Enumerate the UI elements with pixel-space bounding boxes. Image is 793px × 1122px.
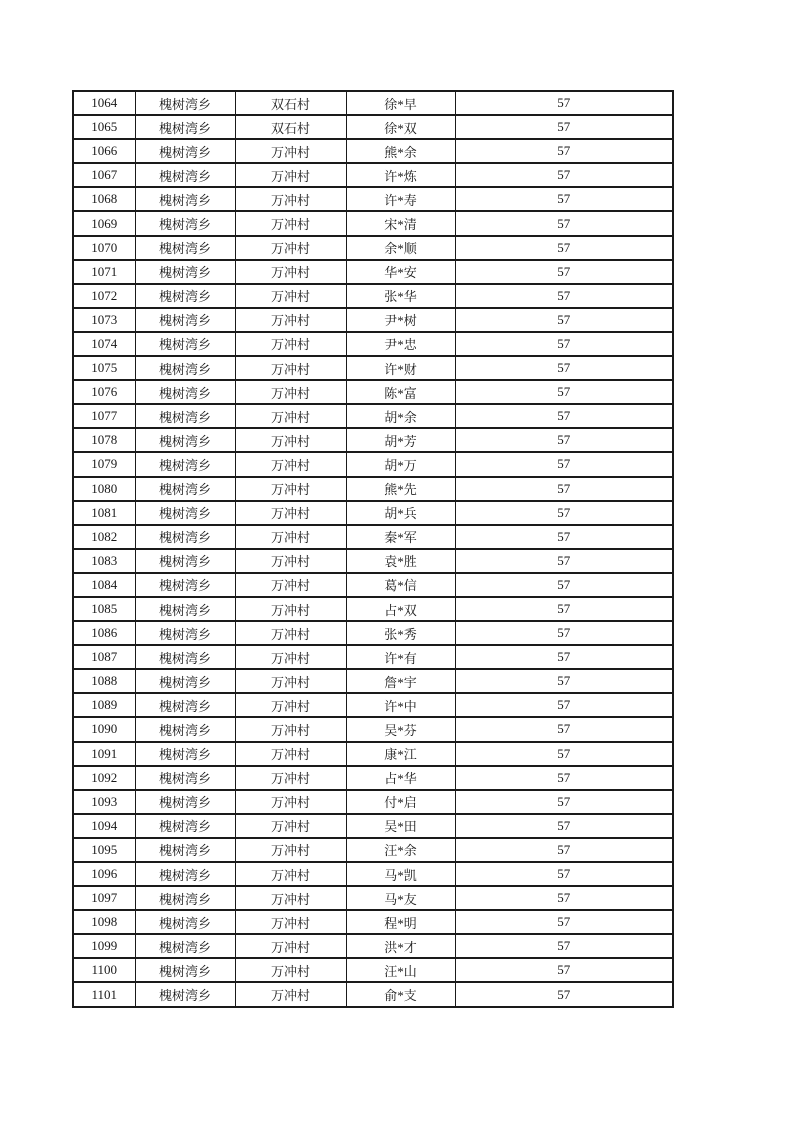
table-cell: 万冲村: [235, 452, 346, 476]
table-cell: 1091: [73, 742, 135, 766]
table-cell: 槐树湾乡: [135, 886, 235, 910]
table-cell: 槐树湾乡: [135, 428, 235, 452]
table-cell: 熊*余: [346, 139, 455, 163]
table-cell: 1089: [73, 693, 135, 717]
table-row: [73, 910, 673, 934]
table-cell: 1083: [73, 549, 135, 573]
table-row: [73, 332, 673, 356]
table-cell: 万冲村: [235, 380, 346, 404]
table-cell: 万冲村: [235, 284, 346, 308]
table-cell: 57: [455, 573, 673, 597]
table-cell: 万冲村: [235, 187, 346, 211]
table-cell: 万冲村: [235, 790, 346, 814]
table-cell: 槐树湾乡: [135, 910, 235, 934]
table-cell: 57: [455, 862, 673, 886]
table-row: [73, 187, 673, 211]
table-cell: 57: [455, 934, 673, 958]
table-cell: 康*江: [346, 742, 455, 766]
table-cell: 槐树湾乡: [135, 284, 235, 308]
table-cell: 万冲村: [235, 982, 346, 1007]
table-cell: 胡*芳: [346, 428, 455, 452]
table-cell: 槐树湾乡: [135, 236, 235, 260]
table-row: [73, 477, 673, 501]
table-cell: 万冲村: [235, 404, 346, 428]
table-cell: 万冲村: [235, 139, 346, 163]
table-cell: 许*财: [346, 356, 455, 380]
table-cell: 1097: [73, 886, 135, 910]
table-cell: 1072: [73, 284, 135, 308]
table-row: [73, 645, 673, 669]
table-cell: 槐树湾乡: [135, 814, 235, 838]
table-cell: 槐树湾乡: [135, 115, 235, 139]
table-cell: 万冲村: [235, 838, 346, 862]
table-row: [73, 886, 673, 910]
table-cell: 1084: [73, 573, 135, 597]
table-cell: 1094: [73, 814, 135, 838]
table-cell: 1099: [73, 934, 135, 958]
table-row: [73, 236, 673, 260]
table-cell: 57: [455, 838, 673, 862]
table-cell: 57: [455, 645, 673, 669]
table-cell: 付*启: [346, 790, 455, 814]
table-cell: 张*秀: [346, 621, 455, 645]
table-cell: 万冲村: [235, 332, 346, 356]
table-cell: 万冲村: [235, 525, 346, 549]
table-cell: 万冲村: [235, 356, 346, 380]
table-cell: 胡*兵: [346, 501, 455, 525]
table-cell: 槐树湾乡: [135, 332, 235, 356]
table-row: [73, 284, 673, 308]
table-cell: 双石村: [235, 91, 346, 115]
table-cell: 张*华: [346, 284, 455, 308]
table-cell: 1075: [73, 356, 135, 380]
table-cell: 万冲村: [235, 814, 346, 838]
table-cell: 1092: [73, 766, 135, 790]
table-cell: 许*寿: [346, 187, 455, 211]
table-cell: 万冲村: [235, 934, 346, 958]
table-cell: 槐树湾乡: [135, 934, 235, 958]
table-cell: 1077: [73, 404, 135, 428]
table-cell: 许*中: [346, 693, 455, 717]
table-cell: 1066: [73, 139, 135, 163]
table-cell: 槐树湾乡: [135, 838, 235, 862]
table-row: [73, 356, 673, 380]
table-cell: 1081: [73, 501, 135, 525]
table-row: [73, 766, 673, 790]
table-cell: 万冲村: [235, 862, 346, 886]
table-cell: 双石村: [235, 115, 346, 139]
table-cell: 1071: [73, 260, 135, 284]
table-cell: 槐树湾乡: [135, 958, 235, 982]
table-row: [73, 260, 673, 284]
table-cell: 1080: [73, 477, 135, 501]
table-cell: 1068: [73, 187, 135, 211]
table-cell: 万冲村: [235, 693, 346, 717]
table-cell: 1085: [73, 597, 135, 621]
table-cell: 槐树湾乡: [135, 163, 235, 187]
table-cell: 57: [455, 380, 673, 404]
table-cell: 57: [455, 284, 673, 308]
table-cell: 57: [455, 356, 673, 380]
table-cell: 1074: [73, 332, 135, 356]
table-cell: 1090: [73, 717, 135, 741]
table-cell: 万冲村: [235, 260, 346, 284]
table-row: [73, 380, 673, 404]
table-cell: 槐树湾乡: [135, 356, 235, 380]
table-cell: 袁*胜: [346, 549, 455, 573]
table-cell: 许*炼: [346, 163, 455, 187]
table-cell: 1100: [73, 958, 135, 982]
table-cell: 华*安: [346, 260, 455, 284]
table-row: [73, 211, 673, 235]
table-cell: 吴*田: [346, 814, 455, 838]
table-cell: 尹*树: [346, 308, 455, 332]
table-cell: 槐树湾乡: [135, 91, 235, 115]
table-row: [73, 501, 673, 525]
roster-table: [72, 90, 674, 1008]
table-row: [73, 549, 673, 573]
table-cell: 马*友: [346, 886, 455, 910]
table-cell: 槐树湾乡: [135, 525, 235, 549]
roster-table-body: [73, 91, 673, 1007]
table-cell: 1079: [73, 452, 135, 476]
table-row: [73, 115, 673, 139]
table-cell: 57: [455, 814, 673, 838]
table-cell: 槐树湾乡: [135, 766, 235, 790]
table-cell: 57: [455, 187, 673, 211]
table-cell: 槐树湾乡: [135, 380, 235, 404]
table-cell: 万冲村: [235, 211, 346, 235]
table-cell: 1098: [73, 910, 135, 934]
table-cell: 宋*清: [346, 211, 455, 235]
table-cell: 槐树湾乡: [135, 621, 235, 645]
table-cell: 57: [455, 428, 673, 452]
table-cell: 槐树湾乡: [135, 211, 235, 235]
table-row: [73, 428, 673, 452]
table-row: [73, 958, 673, 982]
table-cell: 57: [455, 621, 673, 645]
table-cell: 1073: [73, 308, 135, 332]
table-cell: 万冲村: [235, 645, 346, 669]
table-row: [73, 982, 673, 1007]
table-cell: 徐*双: [346, 115, 455, 139]
table-cell: 槐树湾乡: [135, 717, 235, 741]
table-row: [73, 139, 673, 163]
table-row: [73, 742, 673, 766]
table-cell: 57: [455, 982, 673, 1007]
table-cell: 1064: [73, 91, 135, 115]
table-cell: 57: [455, 693, 673, 717]
table-cell: 57: [455, 260, 673, 284]
table-cell: 57: [455, 452, 673, 476]
table-row: [73, 669, 673, 693]
table-cell: 占*华: [346, 766, 455, 790]
table-cell: 万冲村: [235, 477, 346, 501]
table-cell: 万冲村: [235, 886, 346, 910]
table-cell: 57: [455, 115, 673, 139]
table-cell: 葛*信: [346, 573, 455, 597]
table-cell: 1086: [73, 621, 135, 645]
table-cell: 万冲村: [235, 958, 346, 982]
table-cell: 57: [455, 139, 673, 163]
table-cell: 槐树湾乡: [135, 742, 235, 766]
table-cell: 槐树湾乡: [135, 187, 235, 211]
table-row: [73, 621, 673, 645]
table-cell: 槐树湾乡: [135, 501, 235, 525]
table-cell: 万冲村: [235, 236, 346, 260]
table-cell: 57: [455, 404, 673, 428]
table-row: [73, 452, 673, 476]
table-cell: 57: [455, 211, 673, 235]
table-cell: 57: [455, 525, 673, 549]
table-cell: 1065: [73, 115, 135, 139]
table-row: [73, 163, 673, 187]
table-cell: 57: [455, 91, 673, 115]
table-cell: 槐树湾乡: [135, 693, 235, 717]
table-cell: 万冲村: [235, 501, 346, 525]
table-cell: 1088: [73, 669, 135, 693]
table-row: [73, 525, 673, 549]
table-cell: 万冲村: [235, 573, 346, 597]
table-cell: 尹*忠: [346, 332, 455, 356]
table-cell: 秦*军: [346, 525, 455, 549]
table-cell: 汪*山: [346, 958, 455, 982]
table-cell: 马*凯: [346, 862, 455, 886]
table-cell: 万冲村: [235, 597, 346, 621]
table-cell: 1101: [73, 982, 135, 1007]
table-cell: 余*顺: [346, 236, 455, 260]
table-cell: 万冲村: [235, 669, 346, 693]
table-cell: 57: [455, 669, 673, 693]
table-cell: 槐树湾乡: [135, 260, 235, 284]
table-cell: 1082: [73, 525, 135, 549]
table-row: [73, 814, 673, 838]
table-cell: 万冲村: [235, 428, 346, 452]
table-cell: 陈*富: [346, 380, 455, 404]
table-cell: 熊*先: [346, 477, 455, 501]
table-cell: 万冲村: [235, 910, 346, 934]
table-cell: 槐树湾乡: [135, 790, 235, 814]
table-cell: 1096: [73, 862, 135, 886]
table-cell: 57: [455, 501, 673, 525]
table-cell: 57: [455, 549, 673, 573]
table-cell: 1087: [73, 645, 135, 669]
table-cell: 槐树湾乡: [135, 308, 235, 332]
table-cell: 57: [455, 742, 673, 766]
table-cell: 1069: [73, 211, 135, 235]
table-cell: 洪*才: [346, 934, 455, 958]
table-cell: 57: [455, 958, 673, 982]
table-cell: 万冲村: [235, 549, 346, 573]
table-cell: 万冲村: [235, 308, 346, 332]
table-row: [73, 91, 673, 115]
table-cell: 57: [455, 332, 673, 356]
table-cell: 詹*宇: [346, 669, 455, 693]
table-row: [73, 308, 673, 332]
table-cell: 槐树湾乡: [135, 645, 235, 669]
table-cell: 槐树湾乡: [135, 404, 235, 428]
table-cell: 汪*余: [346, 838, 455, 862]
table-cell: 57: [455, 308, 673, 332]
table-row: [73, 934, 673, 958]
table-row: [73, 404, 673, 428]
table-row: [73, 573, 673, 597]
table-cell: 57: [455, 717, 673, 741]
table-row: [73, 838, 673, 862]
table-cell: 万冲村: [235, 766, 346, 790]
table-row: [73, 597, 673, 621]
table-cell: 槐树湾乡: [135, 139, 235, 163]
table-cell: 1070: [73, 236, 135, 260]
table-cell: 许*有: [346, 645, 455, 669]
table-cell: 57: [455, 163, 673, 187]
table-cell: 57: [455, 766, 673, 790]
table-cell: 万冲村: [235, 717, 346, 741]
table-cell: 吴*芬: [346, 717, 455, 741]
table-cell: 57: [455, 477, 673, 501]
table-cell: 徐*早: [346, 91, 455, 115]
table-row: [73, 862, 673, 886]
table-cell: 槐树湾乡: [135, 597, 235, 621]
table-cell: 程*明: [346, 910, 455, 934]
table-cell: 1093: [73, 790, 135, 814]
table-cell: 57: [455, 886, 673, 910]
table-cell: 槐树湾乡: [135, 549, 235, 573]
table-row: [73, 693, 673, 717]
table-cell: 1078: [73, 428, 135, 452]
table-cell: 万冲村: [235, 742, 346, 766]
table-cell: 57: [455, 236, 673, 260]
table-cell: 槐树湾乡: [135, 862, 235, 886]
table-cell: 俞*支: [346, 982, 455, 1007]
table-cell: 1067: [73, 163, 135, 187]
table-cell: 槐树湾乡: [135, 452, 235, 476]
table-cell: 1095: [73, 838, 135, 862]
table-cell: 57: [455, 790, 673, 814]
table-row: [73, 790, 673, 814]
table-cell: 占*双: [346, 597, 455, 621]
table-cell: 槐树湾乡: [135, 669, 235, 693]
table-row: [73, 717, 673, 741]
table-cell: 槐树湾乡: [135, 573, 235, 597]
table-cell: 槐树湾乡: [135, 477, 235, 501]
table-cell: 胡*余: [346, 404, 455, 428]
table-cell: 万冲村: [235, 163, 346, 187]
table-cell: 1076: [73, 380, 135, 404]
table-cell: 槐树湾乡: [135, 982, 235, 1007]
table-cell: 57: [455, 910, 673, 934]
table-cell: 万冲村: [235, 621, 346, 645]
table-cell: 胡*万: [346, 452, 455, 476]
table-cell: 57: [455, 597, 673, 621]
